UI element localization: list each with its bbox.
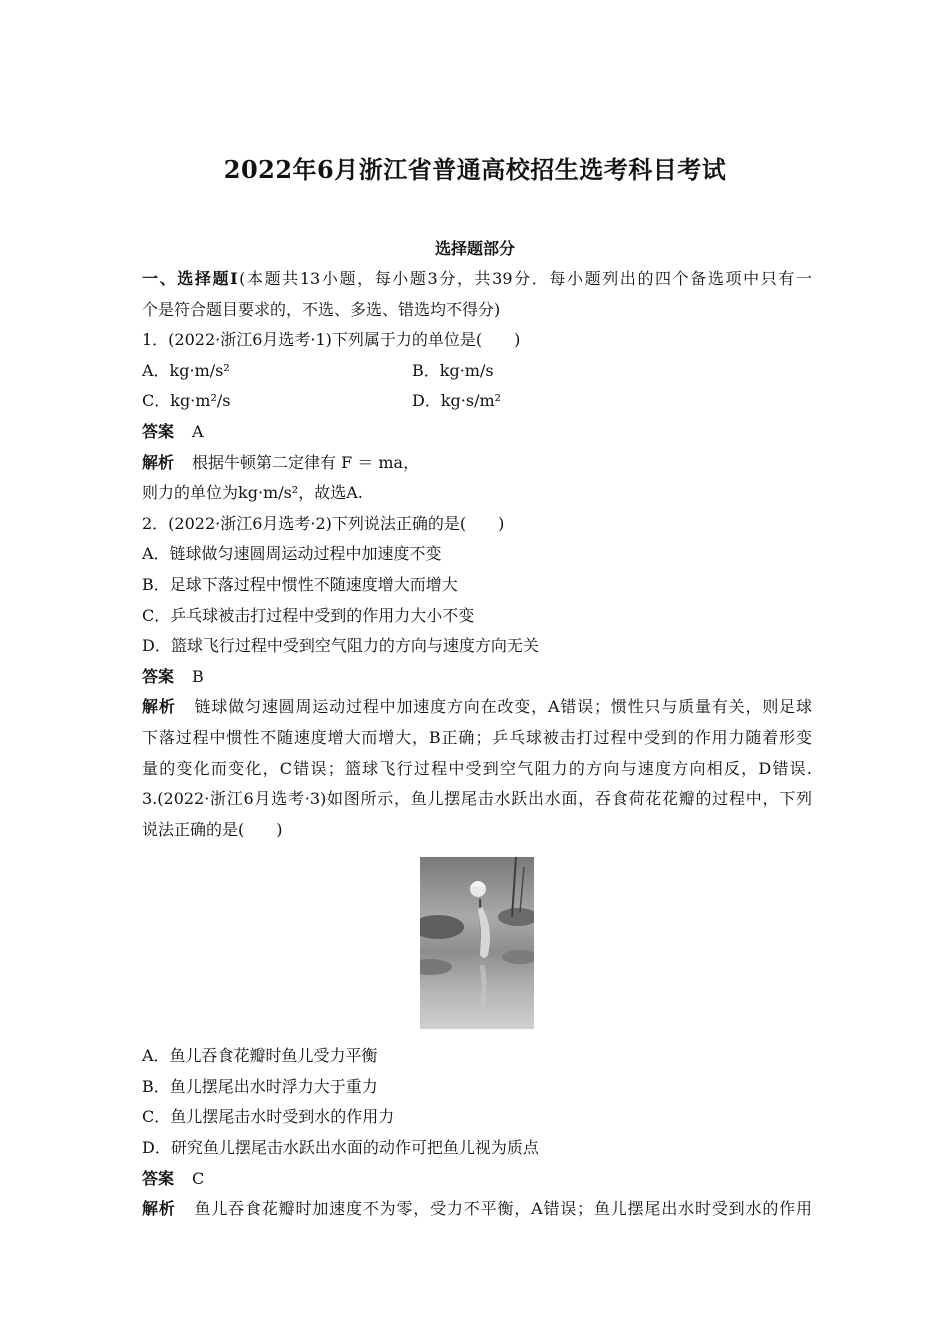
q1-option-c: C．kg·m²/s [142, 391, 231, 411]
q2-answer [142, 662, 812, 693]
answer-label: 答案 [142, 421, 175, 441]
analysis-text: 链球做匀速圆周运动过程中加速度方向在改变，A错误；惯性只与质量有关，则足球 [193, 697, 812, 717]
fish-lotus-photo [420, 857, 534, 1029]
q1-option-b: B．kg·m/s [412, 360, 494, 380]
q2-analysis-line-3: 量的变化而变化，C错误；篮球飞行过程中受到空气阻力的方向与速度方向相反，D错误. [142, 758, 812, 778]
q1-options-row-2 [142, 386, 812, 417]
q3-option-d: D．研究鱼儿摆尾击水跃出水面的动作可把鱼儿视为质点 [142, 1138, 539, 1158]
q2-option-a: A．链球做匀速圆周运动过程中加速度不变 [142, 544, 442, 564]
answer-value: C [192, 1168, 205, 1188]
q1-stem: 1．(2022·浙江6月选考·1)下列属于力的单位是( ) [142, 330, 521, 350]
analysis-text: 根据牛顿第二定律有 F ＝ ma， [192, 452, 420, 472]
answer-value: A [192, 421, 204, 441]
q3-stem-line-2: 说法正确的是( ) [142, 819, 283, 839]
q1-answer [142, 417, 812, 448]
q2-option-b: B．足球下落过程中惯性不随速度增大而增大 [142, 574, 458, 594]
q3-option-c: C．鱼儿摆尾击水时受到水的作用力 [142, 1107, 395, 1127]
q2-option-c: C．乒乓球被击打过程中受到的作用力大小不变 [142, 605, 475, 625]
q1-analysis-line-1 [142, 448, 812, 479]
instructions-line-1 [142, 264, 812, 295]
q2-stem: 2．(2022·浙江6月选考·2)下列说法正确的是( ) [142, 513, 505, 533]
q3-option-b: B．鱼儿摆尾出水时浮力大于重力 [142, 1076, 378, 1096]
page-title: 2022年6月浙江省普通高校招生选考科目考试 [223, 155, 727, 184]
instructions-line-2: 个是符合题目要求的，不选、多选、错选均不得分) [142, 299, 501, 319]
q2-analysis-line-1 [142, 692, 812, 723]
section-title: 选择题部分 [434, 239, 515, 258]
analysis-text: 鱼儿吞食花瓣时加速度不为零，受力不平衡，A错误；鱼儿摆尾出水时受到水的作用 [193, 1199, 812, 1219]
fish-lotus-illustration [420, 857, 534, 1029]
analysis-label: 解析 [142, 697, 176, 717]
answer-label: 答案 [142, 1168, 175, 1188]
q2-option-d: D．篮球飞行过程中受到空气阻力的方向与速度方向无关 [142, 636, 539, 656]
instructions-text: (本题共13小题，每小题3分，共39分．每小题列出的四个备选项中只有一 [239, 269, 812, 288]
answer-value: B [192, 666, 204, 686]
q2-analysis-line-2: 下落过程中惯性不随速度增大而增大，B正确；乒乓球被击打过程中受到的作用力随着形变 [142, 727, 812, 747]
q3-answer [142, 1164, 812, 1195]
q3-analysis-line-1 [142, 1194, 812, 1225]
q3-stem-line-1: 3.(2022·浙江6月选考·3)如图所示，鱼儿摆尾击水跃出水面，吞食荷花花瓣的过程中，下列 [142, 789, 812, 809]
q3-option-a: A．鱼儿吞食花瓣时鱼儿受力平衡 [142, 1046, 378, 1066]
document-body [142, 264, 812, 1225]
instructions-heading: 一、选择题Ⅰ [142, 269, 240, 288]
q1-option-a: A．kg·m/s² [142, 360, 230, 380]
analysis-label: 解析 [142, 452, 175, 472]
analysis-label: 解析 [142, 1199, 176, 1219]
q1-options-row-1 [142, 356, 812, 387]
q1-analysis-line-2: 则力的单位为kg·m/s²，故选A. [142, 483, 363, 503]
answer-label: 答案 [142, 666, 175, 686]
q1-option-d: D．kg·s/m² [412, 391, 502, 411]
